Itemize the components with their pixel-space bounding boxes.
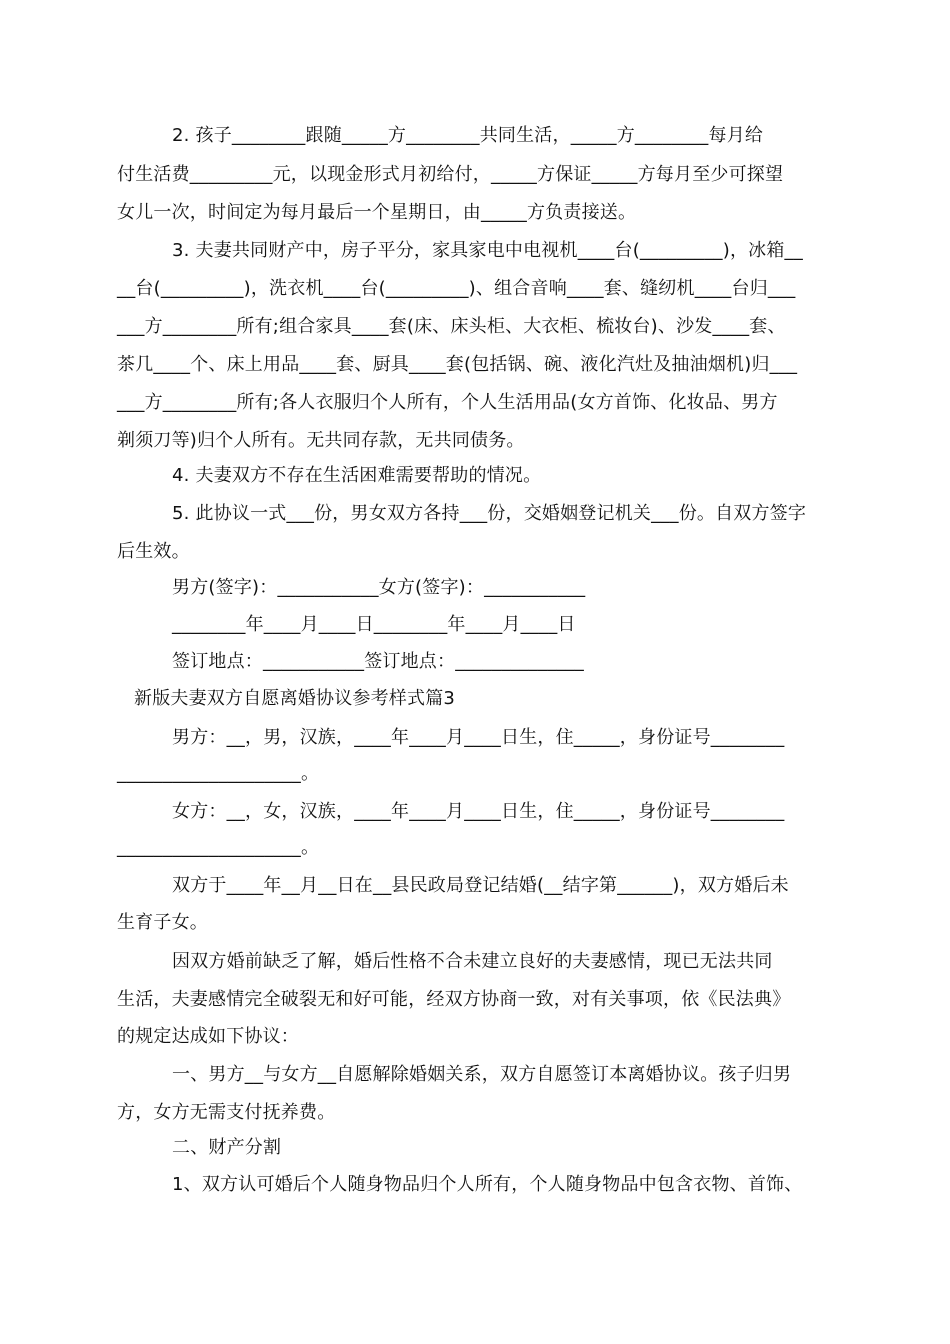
clause-2-line-3: 女儿一次，时间定为每月最后一个星期日，由_____方负责接送。: [117, 202, 637, 223]
reason-line-1: 因双方婚前缺乏了解，婚后性格不合未建立良好的夫妻感情，现已无法共同: [172, 951, 773, 972]
agreement-item-1-line-1: 一、男方__与女方__自愿解除婚姻关系，双方自愿签订本离婚协议。孩子归男: [172, 1064, 792, 1085]
female-party-line-1: 女方：__，女，汉族，____年____月____日生，住_____，身份证号________: [172, 801, 785, 822]
property-division-heading: 二、财产分割: [172, 1137, 282, 1158]
clause-3-line-5: ___方________所有;各人衣服归个人所有，个人生活用品(女方首饰、化妆品、男方: [117, 392, 778, 413]
clause-3-line-2: __台(_________)，洗衣机____台(_________)、组合音响____套、缝纫机____台归___: [117, 278, 796, 299]
clause-5-line-1: 5. 此协议一式___份，男女双方各持___份，交婚姻登记机关___份。自双方签字: [172, 503, 807, 524]
section-heading: 新版夫妻双方自愿离婚协议参考样式篇3: [134, 688, 456, 709]
clause-5-line-2: 后生效。: [117, 541, 190, 562]
property-item-1-line: 1、双方认可婚后个人随身物品归个人所有，个人随身物品中包含衣物、首饰、: [172, 1174, 803, 1195]
clause-3-line-1: 3. 夫妻共同财产中，房子平分，家具家电中电视机____台(_________)，冰箱__: [172, 240, 803, 261]
marriage-registration-line-2: 生育子女。: [117, 912, 208, 933]
clause-2-line-2: 付生活费_________元，以现金形式月初给付，_____方保证_____方每月至少可探望: [117, 164, 784, 185]
signing-place-line: 签订地点：___________签订地点：______________: [172, 651, 584, 672]
clause-4-line: 4. 夫妻双方不存在生活困难需要帮助的情况。: [172, 465, 542, 486]
female-party-line-2: ____________________。: [117, 837, 320, 858]
reason-line-2: 生活，夫妻感情完全破裂无和好可能，经双方协商一致，对有关事项，依《民法典》: [117, 989, 791, 1010]
signature-line: 男方(签字)：___________女方(签字)：___________: [172, 577, 586, 598]
agreement-item-1-line-2: 方，女方无需支付抚养费。: [117, 1102, 336, 1123]
marriage-registration-line-1: 双方于____年__月__日在__县民政局登记结婚(__结字第______)，双方婚后未: [172, 875, 789, 896]
clause-3-line-4: 茶几____个、床上用品____套、厨具____套(包括锅、碗、液化汽灶及抽油烟机)归___: [117, 354, 798, 375]
clause-3-line-6: 剃须刀等)归个人所有。无共同存款，无共同债务。: [117, 430, 525, 451]
clause-2-line-1: 2. 孩子________跟随_____方________共同生活，_____方________每月给: [172, 125, 764, 146]
male-party-line-1: 男方：__，男，汉族，____年____月____日生，住_____，身份证号________: [172, 727, 785, 748]
reason-line-3: 的规定达成如下协议：: [117, 1026, 299, 1047]
clause-3-line-3: ___方________所有;组合家具____套(床、床头柜、大衣柜、梳妆台)、沙发____套、: [117, 316, 786, 337]
date-line: ________年____月____日________年____月____日: [172, 614, 576, 635]
male-party-line-2: ____________________。: [117, 763, 320, 784]
